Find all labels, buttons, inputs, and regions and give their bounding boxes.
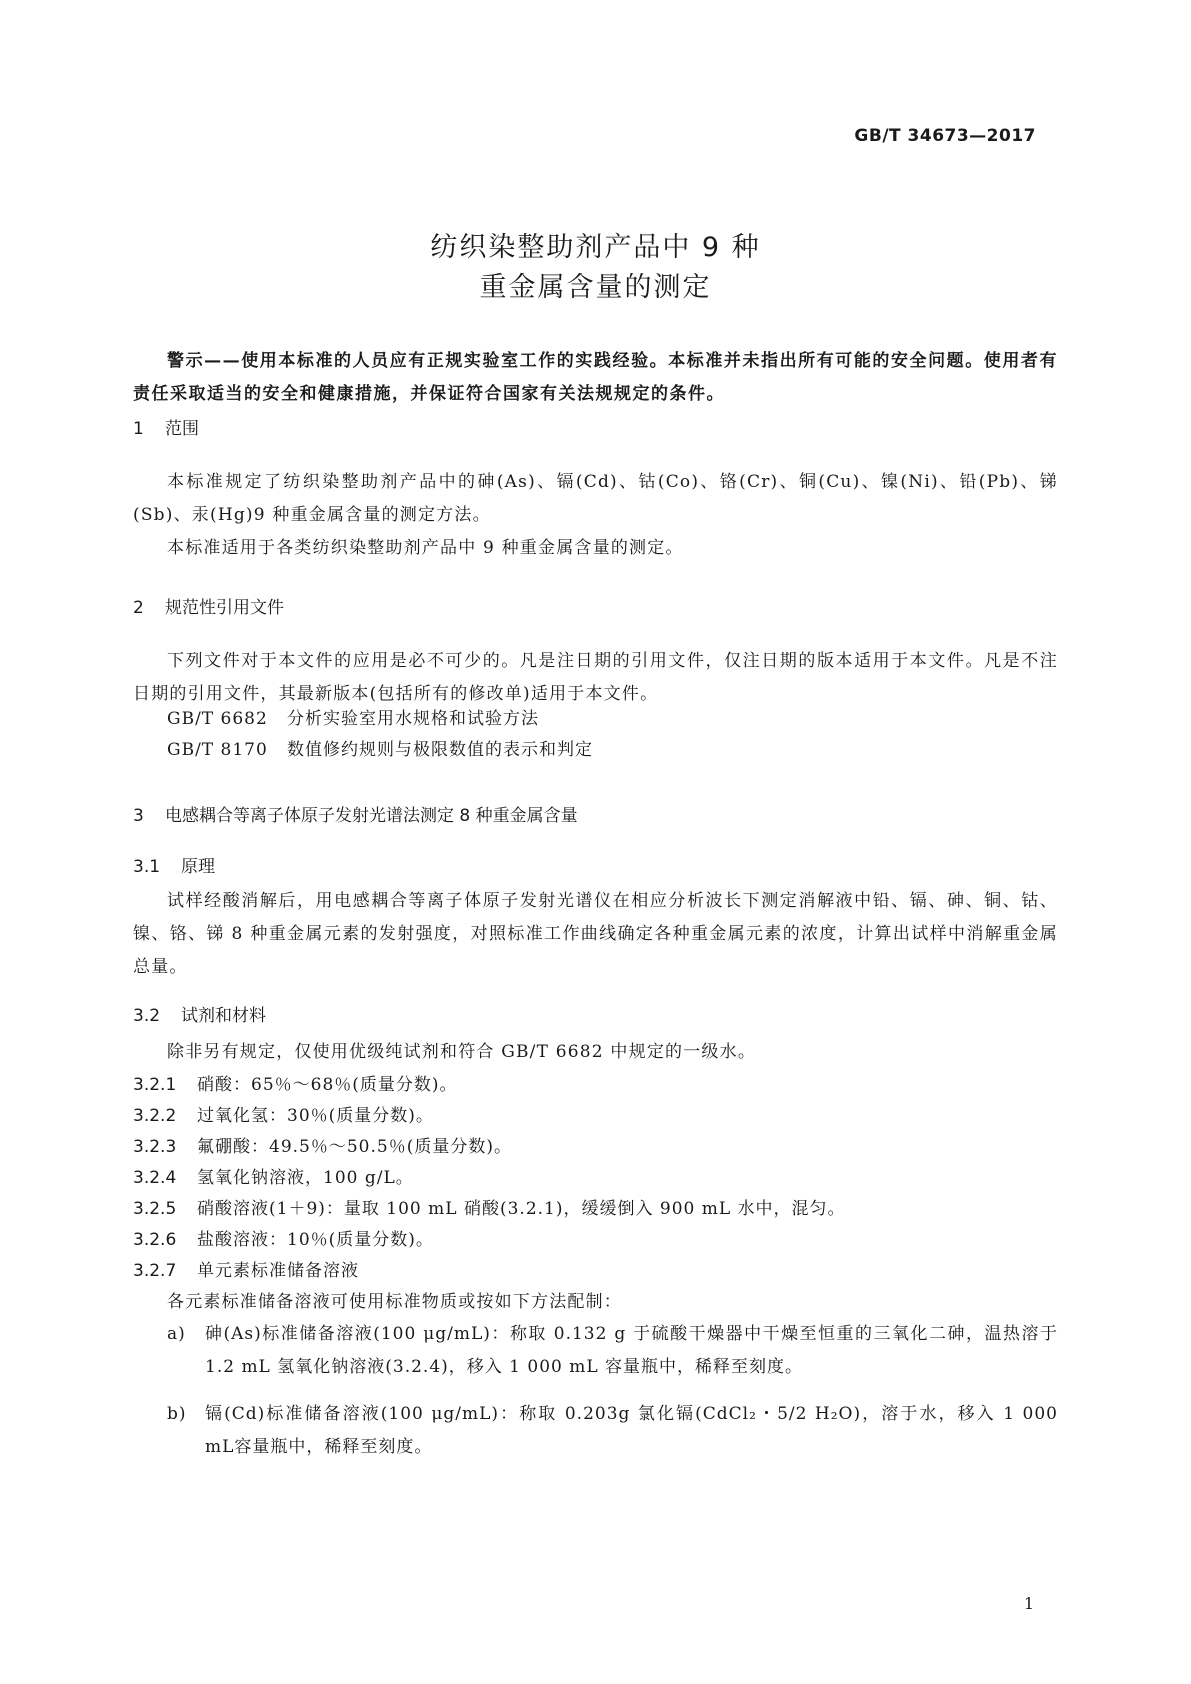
reference-code: GB/T 8170	[167, 740, 268, 760]
list-marker: a)	[167, 1324, 186, 1344]
list-item-text: 镉(Cd)标准储备溶液(100 μg/mL)：称取 0.203g 氯化镉(CdCl₂・5/2 H₂O)，溶于水，移入 1 000 mL容量瓶中，稀释至刻度。	[205, 1404, 1058, 1457]
clause-text: 氢氧化钠溶液，100 g/L。	[197, 1168, 414, 1188]
section-title: 规范性引用文件	[165, 598, 284, 618]
section-3-1-heading	[133, 852, 215, 877]
clause-text: 单元素标准储备溶液	[197, 1261, 359, 1281]
list-item-text: 砷(As)标准储备溶液(100 μg/mL)：称取 0.132 g 于硫酸干燥器中干燥至恒重的三氧化二砷，温热溶于 1.2 mL 氢氧化钠溶液(3.2.4)，移入 1 000 mL 容量瓶中，稀释至刻度。	[205, 1324, 1058, 1377]
clause-number: 3.2.5	[133, 1199, 177, 1219]
reference-code: GB/T 6682	[167, 709, 268, 729]
clause-number: 3.2.1	[133, 1075, 177, 1095]
section-number: 2	[133, 598, 144, 618]
list-marker: b)	[167, 1404, 187, 1424]
clause-text: 氟硼酸：49.5％～50.5％(质量分数)。	[197, 1137, 512, 1157]
section-2-heading	[133, 593, 284, 618]
clause-number: 3.2.2	[133, 1106, 177, 1126]
title-line-2: 重金属含量的测定	[479, 272, 712, 303]
section-title: 电感耦合等离子体原子发射光谱法测定 8 种重金属含量	[165, 806, 578, 826]
section-3-heading	[133, 801, 578, 826]
clause-3-2-6	[133, 1224, 434, 1257]
subsection-title: 试剂和材料	[181, 1006, 266, 1026]
section-1-paragraph-2: 本标准适用于各类纺织染整助剂产品中 9 种重金属含量的测定。	[167, 538, 684, 558]
warning-paragraph: 警示——使用本标准的人员应有正规实验室工作的实践经验。本标准并未指出所有可能的安全问题。使用者有责任采取适当的安全和健康措施，并保证符合国家有关法规规定的条件。	[133, 351, 1058, 404]
subsection-title: 原理	[181, 857, 215, 877]
clause-3-2-4	[133, 1162, 414, 1195]
clause-3-2-2	[133, 1100, 434, 1133]
clause-text: 过氧化氢：30％(质量分数)。	[197, 1106, 434, 1126]
clause-number: 3.2.7	[133, 1261, 177, 1281]
clause-number: 3.2.6	[133, 1230, 177, 1250]
clause-text: 盐酸溶液：10％(质量分数)。	[197, 1230, 434, 1250]
section-1-heading	[133, 414, 199, 439]
clause-number: 3.2.4	[133, 1168, 177, 1188]
clause-text: 硝酸：65％～68％(质量分数)。	[197, 1075, 458, 1095]
section-title: 范围	[165, 419, 199, 439]
section-2-paragraph-1: 下列文件对于本文件的应用是必不可少的。凡是注日期的引用文件，仅注日期的版本适用于本文件。凡是不注日期的引用文件，其最新版本(包括所有的修改单)适用于本文件。	[133, 651, 1058, 704]
clause-3-2-5	[133, 1193, 846, 1226]
reference-title: 分析实验室用水规格和试验方法	[287, 709, 539, 729]
clause-3-2-7-paragraph: 各元素标准储备溶液可使用标准物质或按如下方法配制：	[167, 1292, 622, 1312]
section-number: 3	[133, 806, 144, 826]
normative-reference	[167, 734, 593, 767]
title-line-1: 纺织染整助剂产品中 9 种	[430, 232, 761, 263]
standard-number: GB/T 34673—2017	[854, 126, 1036, 146]
clause-3-2-7	[133, 1255, 359, 1288]
clause-3-2-3	[133, 1131, 512, 1164]
clause-text: 硝酸溶液(1＋9)：量取 100 mL 硝酸(3.2.1)，缓缓倒入 900 mL 水中，混匀。	[197, 1199, 846, 1219]
clause-3-2-1	[133, 1069, 458, 1102]
section-3-2-heading	[133, 1001, 266, 1026]
subsection-number: 3.2	[133, 1006, 161, 1026]
document-title	[0, 228, 1191, 308]
clause-number: 3.2.3	[133, 1137, 177, 1157]
section-3-1-paragraph: 试样经酸消解后，用电感耦合等离子体原子发射光谱仪在相应分析波长下测定消解液中铅、镉、砷、铜、钴、镍、铬、锑 8 种重金属元素的发射强度，对照标准工作曲线确定各种重金属元素的浓度，计算出试样中消解重金属总量。	[133, 891, 1058, 977]
section-1-paragraph-1: 本标准规定了纺织染整助剂产品中的砷(As)、镉(Cd)、钴(Co)、铬(Cr)、铜(Cu)、镍(Ni)、铅(Pb)、锑(Sb)、汞(Hg)9 种重金属含量的测定方法。	[133, 472, 1058, 525]
section-3-2-paragraph: 除非另有规定，仅使用优级纯试剂和符合 GB/T 6682 中规定的一级水。	[167, 1042, 757, 1062]
page-number: 1	[1023, 1594, 1034, 1613]
subsection-number: 3.1	[133, 857, 161, 877]
section-number: 1	[133, 419, 144, 439]
reference-title: 数值修约规则与极限数值的表示和判定	[287, 740, 593, 760]
normative-reference	[167, 703, 539, 736]
